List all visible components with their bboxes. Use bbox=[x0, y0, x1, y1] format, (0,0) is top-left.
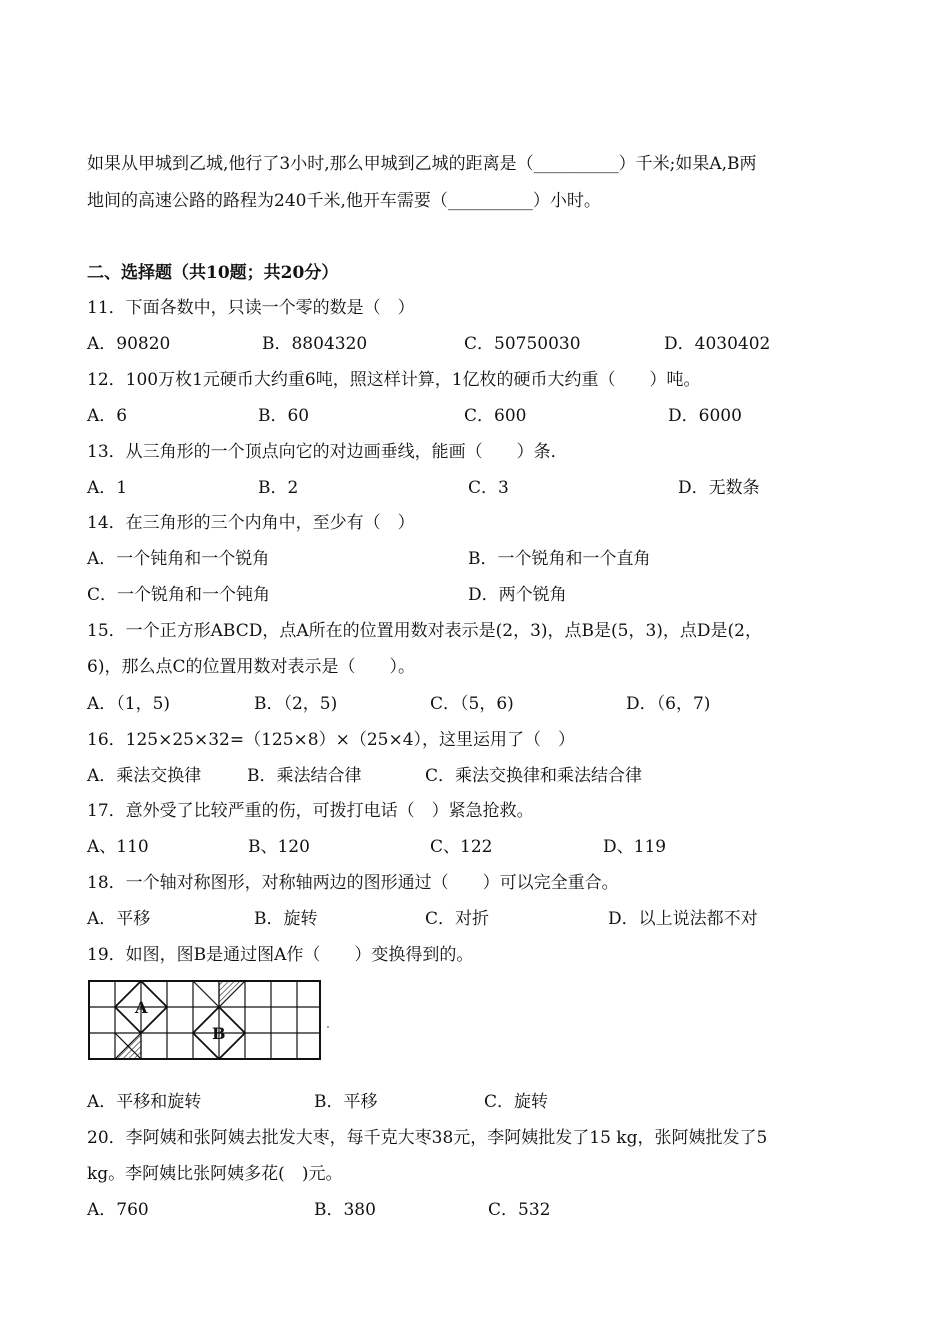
q16-option-b[interactable]: B．乘法结合律 bbox=[247, 766, 362, 786]
question-16-stem: 16．125×25×32=（125×8）×（25×4），这里运用了（ ） bbox=[87, 730, 576, 750]
q14-option-c[interactable]: C．一个锐角和一个钝角 bbox=[87, 585, 271, 605]
q11-option-a[interactable]: A．90820 bbox=[87, 334, 171, 354]
q13-option-b[interactable]: B．2 bbox=[258, 478, 299, 498]
q17-option-a[interactable]: A、110 bbox=[87, 837, 149, 857]
q12-option-d[interactable]: D．6000 bbox=[668, 406, 742, 426]
question-11-stem: 11．下面各数中，只读一个零的数是（ ） bbox=[87, 298, 415, 318]
q18-option-d[interactable]: D．以上说法都不对 bbox=[608, 909, 758, 929]
q15-option-a[interactable]: A．（1，5) bbox=[87, 694, 171, 714]
question-17-stem: 17．意外受了比较严重的伤，可拨打电话（ ）紧急抢救。 bbox=[87, 801, 534, 821]
q12-option-b[interactable]: B．60 bbox=[258, 406, 310, 426]
q13-option-c[interactable]: C．3 bbox=[468, 478, 509, 498]
q16-option-c[interactable]: C．乘法交换律和乘法结合律 bbox=[425, 766, 643, 786]
q14-option-d[interactable]: D．两个锐角 bbox=[468, 585, 567, 605]
intro-line-1: 如果从甲城到乙城,他行了3小时,那么甲城到乙城的距离是（__________）千米;如果A,B两 bbox=[87, 154, 757, 174]
question-13-stem: 13．从三角形的一个顶点向它的对边画垂线，能画（ ）条． bbox=[87, 442, 568, 462]
question-20-stem-line-2: kg。李阿姨比张阿姨多花( )元。 bbox=[87, 1164, 343, 1184]
question-18-stem: 18．一个轴对称图形，对称轴两边的图形通过（ ）可以完全重合。 bbox=[87, 873, 619, 893]
q12-option-c[interactable]: C．600 bbox=[464, 406, 527, 426]
figure-b-label: B bbox=[212, 1024, 226, 1043]
section-heading: 二、选择题（共10题；共20分） bbox=[87, 263, 339, 283]
q13-option-d[interactable]: D．无数条 bbox=[678, 478, 760, 498]
question-19-stem: 19．如图，图B是通过图A作（ ）变换得到的。 bbox=[87, 945, 474, 965]
q18-option-a[interactable]: A．平移 bbox=[87, 909, 151, 929]
intro-line-2: 地间的高速公路的路程为240千米,他开车需要（__________）小时。 bbox=[87, 191, 601, 211]
question-15-stem-line-2: 6)，那么点C的位置用数对表示是（ ）。 bbox=[87, 657, 415, 677]
q17-option-d[interactable]: D、119 bbox=[603, 837, 667, 857]
question-12-stem: 12．100万枚1元硬币大约重6吨，照这样计算，1亿枚的硬币大约重（ ）吨。 bbox=[87, 370, 701, 390]
q11-option-d[interactable]: D．4030402 bbox=[664, 334, 771, 354]
q17-option-b[interactable]: B、120 bbox=[248, 837, 310, 857]
q19-option-a[interactable]: A．平移和旋转 bbox=[87, 1092, 202, 1112]
q20-option-c[interactable]: C．532 bbox=[488, 1200, 551, 1220]
q11-option-c[interactable]: C．50750030 bbox=[464, 334, 581, 354]
grid-figure bbox=[88, 980, 338, 1066]
q11-option-b[interactable]: B．8804320 bbox=[262, 334, 368, 354]
q16-option-a[interactable]: A．乘法交换律 bbox=[87, 766, 202, 786]
q20-option-b[interactable]: B．380 bbox=[314, 1200, 376, 1220]
q19-option-c[interactable]: C．旋转 bbox=[484, 1092, 549, 1112]
q20-option-a[interactable]: A．760 bbox=[87, 1200, 149, 1220]
q12-option-a[interactable]: A．6 bbox=[87, 406, 128, 426]
q14-option-a[interactable]: A．一个钝角和一个锐角 bbox=[87, 549, 270, 569]
q18-option-c[interactable]: C．对折 bbox=[425, 909, 490, 929]
figure-a-label: A bbox=[135, 998, 148, 1017]
q15-option-c[interactable]: C．（5，6) bbox=[430, 694, 514, 714]
q14-option-b[interactable]: B．一个锐角和一个直角 bbox=[468, 549, 651, 569]
q15-option-b[interactable]: B．（2，5) bbox=[254, 694, 338, 714]
q18-option-b[interactable]: B．旋转 bbox=[254, 909, 318, 929]
q13-option-a[interactable]: A．1 bbox=[87, 478, 128, 498]
question-14-stem: 14．在三角形的三个内角中，至少有（ ） bbox=[87, 513, 415, 533]
q19-option-b[interactable]: B．平移 bbox=[314, 1092, 378, 1112]
q17-option-c[interactable]: C、122 bbox=[430, 837, 493, 857]
question-20-stem-line-1: 20．李阿姨和张阿姨去批发大枣，每千克大枣38元，李阿姨批发了15 kg，张阿姨批发了5 bbox=[87, 1128, 768, 1148]
question-15-stem-line-1: 15．一个正方形ABCD，点A所在的位置用数对表示是(2，3)，点B是(5，3)，点D是(2， bbox=[87, 621, 762, 641]
q15-option-d[interactable]: D．（6，7) bbox=[626, 694, 711, 714]
